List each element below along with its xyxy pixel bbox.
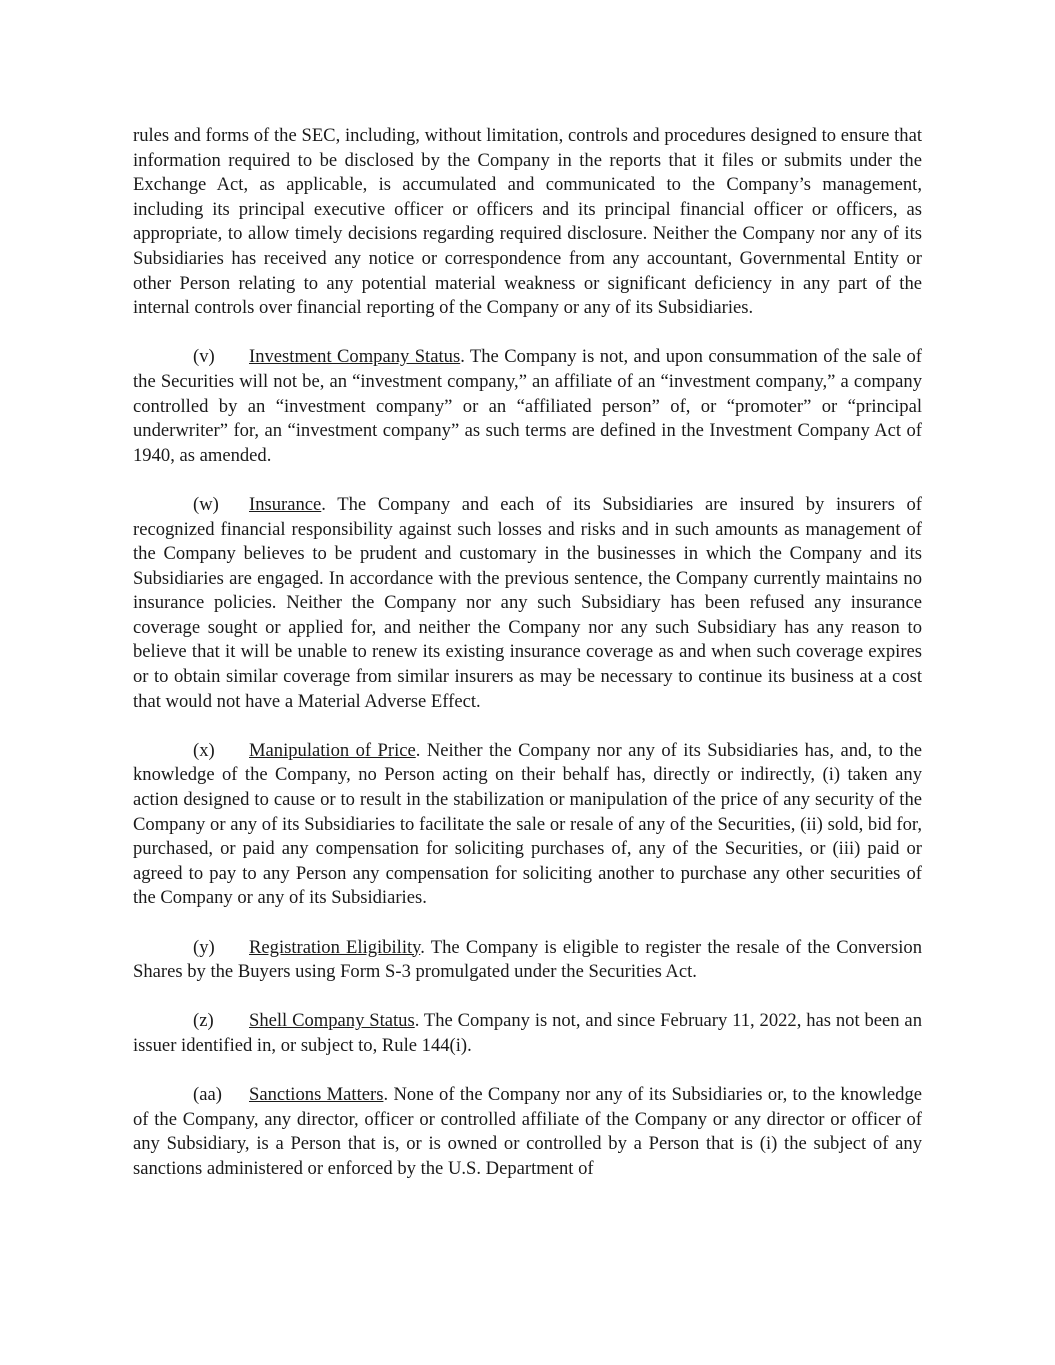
section-v-text: . The Company is not, and upon consummation of the sale of the Securities will not be, an “investment company,” an affiliate of an “investment company,” a company controlled by an “investment company” or an “affiliated person” of, or “promoter” or “principal underwriter” for, an “investment company” as such terms are defined in the Investment Company Act of 1940, as amended.: [133, 346, 922, 466]
section-aa-heading: Sanctions Matters: [249, 1084, 384, 1106]
section-aa: [133, 1083, 922, 1181]
paragraph-intro-text: rules and forms of the SEC, including, without limitation, controls and procedures designed to ensure that information required to be disclosed by the Company in the reports that it files or submits under the Exchange Act, as applicable, is accumulated and communicated to the Company’s management, including its principal executive officer or officers and its principal financial officer or officers, as appropriate, to allow timely decisions regarding required disclosure. Neither the Company nor any of its Subsidiaries has received any notice or correspondence from any accountant, Governmental Entity or other Person relating to any potential material weakness or significant deficiency in any part of the internal controls over financial reporting of the Company or any of its Subsidiaries.: [133, 125, 922, 319]
section-x-text: . Neither the Company nor any of its Subsidiaries has, and, to the knowledge of the Company, no Person acting on their behalf has, directly or indirectly, (i) taken any action designed to cause or to result in the stabilization or manipulation of the price of any security of the Company or any of its Subsidiaries to facilitate the sale or resale of any of the Securities, (ii) sold, bid for, purchased, or paid any compensation for soliciting purchases of, any of the Securities, or (iii) paid or agreed to pay to any Person any compensation for soliciting another to purchase any other securities of the Company or any of its Subsidiaries.: [133, 739, 922, 909]
section-x-number: (x): [193, 739, 215, 761]
section-aa-text: . None of the Company nor any of its Subsidiaries or, to the knowledge of the Company, any director, officer or controlled affiliate of the Company or any director or officer of any Subsidiary, is a Person that is, or is owned or controlled by a Person that is (i) the subject of any sanctions administered or enforced by the U.S. Department of: [133, 1084, 922, 1179]
paragraph-intro: [133, 124, 922, 321]
section-x-heading: Manipulation of Price: [249, 739, 416, 761]
section-z: [133, 1009, 922, 1058]
section-z-heading: Shell Company Status: [249, 1010, 415, 1032]
section-y-heading: Registration Eligibility: [249, 936, 421, 958]
section-y-text: . The Company is eligible to register the resale of the Conversion Shares by the Buyers using Form S-3 promulgated under the Securities Act.: [133, 936, 922, 983]
section-v: [133, 345, 922, 468]
section-z-number: (z): [193, 1010, 214, 1032]
section-y: [133, 936, 922, 985]
section-aa-number: (aa): [193, 1084, 222, 1106]
section-w-text: . The Company and each of its Subsidiaries are insured by insurers of recognized financial responsibility against such losses and risks and in such amounts as management of the Company believes to be prudent and customary in the businesses in which the Company and its Subsidiaries are engaged. In accordance with the previous sentence, the Company currently maintains no insurance policies. Neither the Company nor any such Subsidiary has been refused any insurance coverage sought or applied for, and neither the Company nor any such Subsidiary has any reason to believe that it will be unable to renew its existing insurance coverage as and when such coverage expires or to obtain similar coverage from similar insurers as may be necessary to continue its business at a cost that would not have a Material Adverse Effect.: [133, 493, 922, 712]
section-w-number: (w): [193, 493, 219, 515]
section-v-heading: Investment Company Status: [249, 346, 461, 368]
section-w: [133, 493, 922, 714]
section-z-text: . The Company is not, and since February 11, 2022, has not been an issuer identified in, or subject to, Rule 144(i).: [133, 1010, 922, 1056]
section-v-number: (v): [193, 346, 215, 368]
section-w-heading: Insurance: [249, 493, 322, 515]
section-x: [133, 739, 922, 911]
section-y-number: (y): [193, 936, 215, 958]
document-page: [133, 124, 922, 1206]
